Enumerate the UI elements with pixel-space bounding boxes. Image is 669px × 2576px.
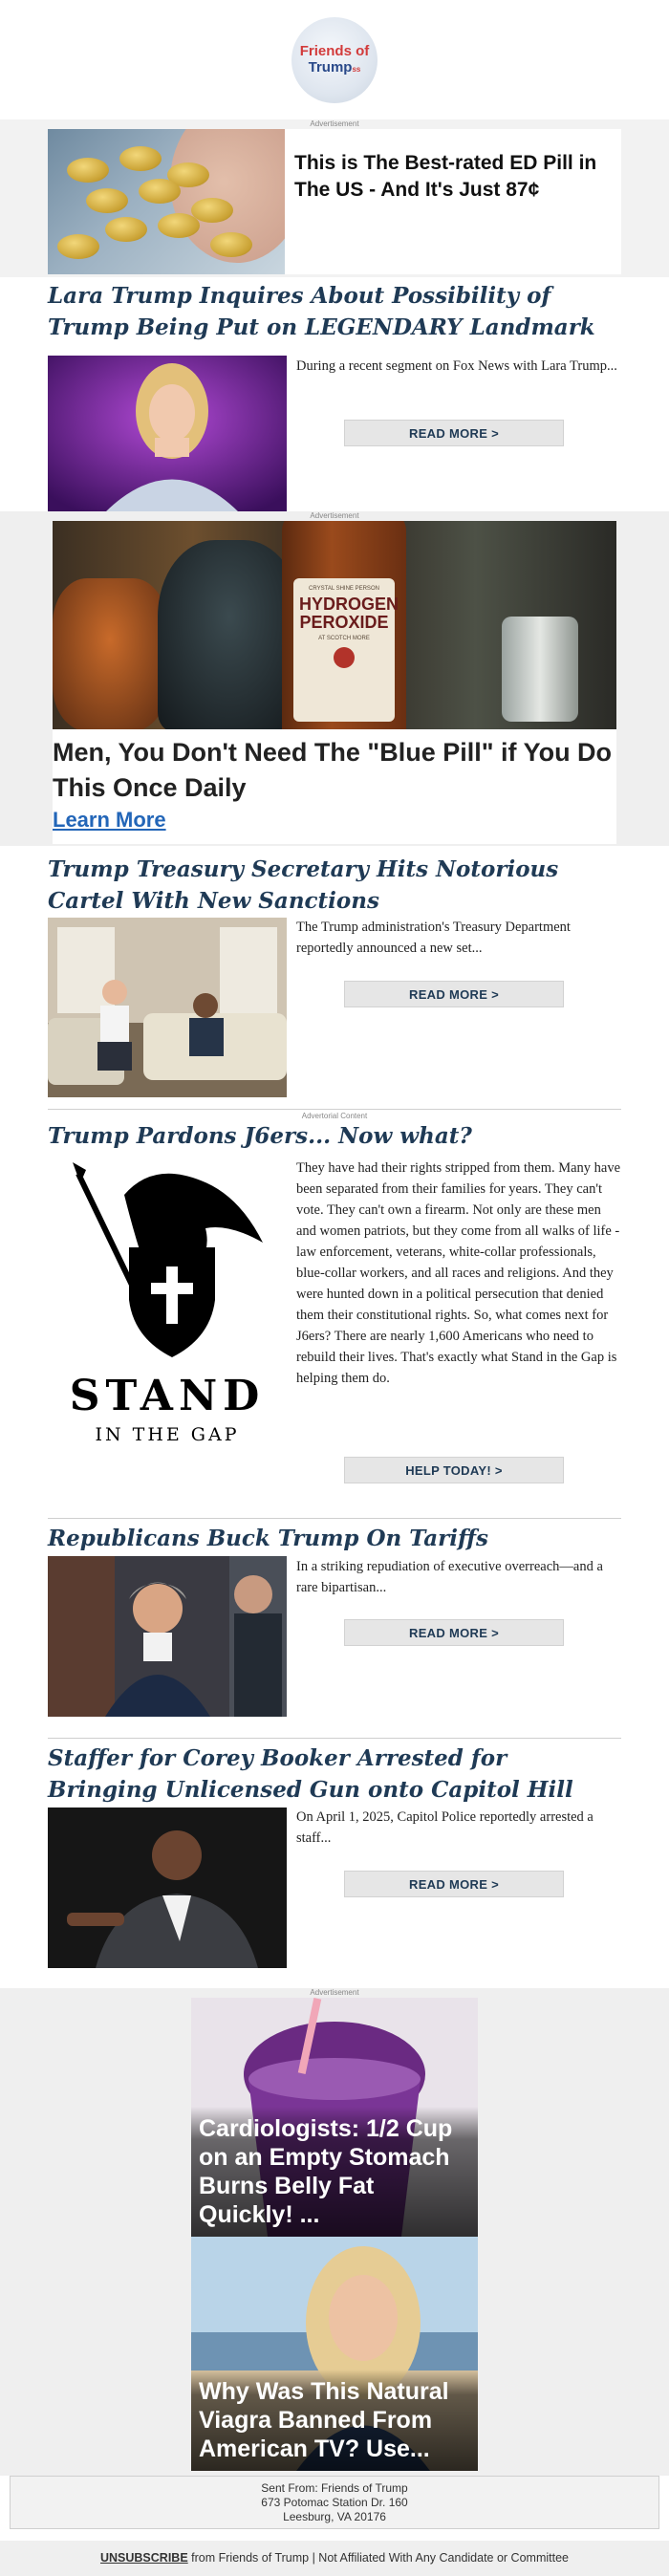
ad-tile-beach[interactable]	[191, 2237, 478, 2471]
logo-line2: Trumpss	[308, 59, 361, 76]
footer-disclaimer: from Friends of Trump | Not Affiliated With Any Candidate or Committee	[187, 2551, 569, 2565]
knight-shield-icon	[48, 1157, 287, 1372]
bottle-small-text: CRYSTAL SHINE PERSON	[309, 586, 379, 592]
ad-tile-caption[interactable]: Cardiologists: 1/2 Cup on an Empty Stomach Burns Belly Fat Quickly! ...	[191, 2107, 478, 2237]
logo-line1: Friends of	[299, 43, 370, 59]
ad-banner-top	[0, 119, 669, 277]
read-more-button[interactable]: READ MORE >	[344, 1871, 564, 1897]
article-title[interactable]: Republicans Buck Trump On Tariffs	[48, 1526, 488, 1551]
advertorial-block	[0, 1107, 669, 1518]
article-image-tariffs[interactable]	[48, 1556, 287, 1717]
logo-word-stand: STAND	[69, 1372, 266, 1420]
article-title[interactable]: Trump Treasury Secretary Hits Notorious Cartel With New Sanctions	[48, 856, 559, 914]
article-snippet: In a striking repudiation of executive overreach—and a rare bipartisan...	[296, 1559, 603, 1595]
bottle-label: HYDROGEN PEROXIDE	[299, 595, 399, 632]
advertorial-text: They have had their rights stripped from them. Many have been separated from their families for years. They can't vote. They can't own a firearm. Not only are these men and women patriots, but they come from all walks of life - law enforcement, veterans, white-collar professionals, blue-collar workers, and all races and religions. And they were hunted down in a political persecution that denied them their constitutional rights. So, what comes next for J6ers? There are nearly 1,600 Americans who need to rebuild their lives. That's exactly what Stand in the Gap is helping them do.	[296, 1160, 621, 1386]
article-snippet: During a recent segment on Fox News with Lara Trump...	[296, 358, 617, 374]
read-more-button[interactable]: READ MORE >	[344, 981, 564, 1007]
article-title[interactable]: Trump Pardons J6ers... Now what?	[48, 1123, 472, 1149]
ad-label: Advertisement	[310, 119, 359, 128]
article-block-1	[0, 277, 669, 511]
ad-headline[interactable]: Men, You Don't Need The "Blue Pill" if You Do This Once Daily	[53, 738, 613, 802]
footer-address	[0, 2476, 669, 2535]
article-block-4	[0, 1738, 669, 1988]
bottle-small-text-2: AT SCOTCH MORE	[318, 636, 370, 641]
hydrogen-peroxide-image[interactable]	[53, 521, 616, 729]
ad-label: Advertisement	[310, 511, 359, 520]
logo-word-gap: IN THE GAP	[95, 1424, 240, 1445]
ad-card-blue-pill[interactable]	[53, 521, 616, 844]
ad-card-ed-pill[interactable]	[48, 129, 621, 274]
pills-image[interactable]	[48, 129, 285, 274]
email-header	[0, 0, 669, 119]
article-snippet: The Trump administration's Treasury Department reportedly announced a new set...	[296, 920, 571, 956]
footer-sent-from: Sent From: Friends of Trump	[261, 2481, 408, 2495]
article-title[interactable]: Staffer for Corey Booker Arrested for Bringing Unlicensed Gun onto Capitol Hill	[48, 1745, 573, 1803]
article-block-3	[0, 1518, 669, 1738]
ad-banner-hydrogen	[0, 511, 669, 846]
unsubscribe-link[interactable]: UNSUBSCRIBE	[99, 2551, 188, 2565]
article-image-lara-trump[interactable]	[48, 356, 287, 512]
friends-of-trump-logo[interactable]	[291, 17, 378, 103]
footer-address-line1: 673 Potomac Station Dr. 160	[261, 2496, 408, 2509]
ad-tile-smoothie[interactable]	[191, 1998, 478, 2237]
footer	[0, 2476, 669, 2576]
ad-label: Advertisement	[310, 1988, 359, 1997]
learn-more-link[interactable]: Learn More	[53, 808, 166, 832]
article-block-2	[0, 846, 669, 1107]
article-title[interactable]: Lara Trump Inquires About Possibility of Trump Being Put on LEGENDARY Landmark	[48, 283, 595, 340]
read-more-button[interactable]: READ MORE >	[344, 420, 564, 446]
ad-headline[interactable]: This is The Best-rated ED Pill in The US - And It's Just 87¢	[294, 152, 597, 201]
footer-address-line2: Leesburg, VA 20176	[283, 2510, 386, 2523]
article-snippet: On April 1, 2025, Capitol Police reportedly arrested a staff...	[296, 1809, 593, 1846]
footer-unsubscribe-line	[0, 2551, 669, 2565]
article-image-booker[interactable]	[48, 1808, 287, 1968]
stand-in-the-gap-logo[interactable]	[48, 1157, 287, 1443]
advertorial-label: Advertorial Content	[301, 1112, 368, 1120]
help-today-button[interactable]: HELP TODAY! >	[344, 1457, 564, 1483]
ad-tile-caption[interactable]: Why Was This Natural Viagra Banned From American TV? Use...	[191, 2370, 478, 2471]
article-image-treasury[interactable]	[48, 918, 287, 1097]
ad-banner-bottom	[0, 1988, 669, 2476]
read-more-button[interactable]: READ MORE >	[344, 1619, 564, 1646]
